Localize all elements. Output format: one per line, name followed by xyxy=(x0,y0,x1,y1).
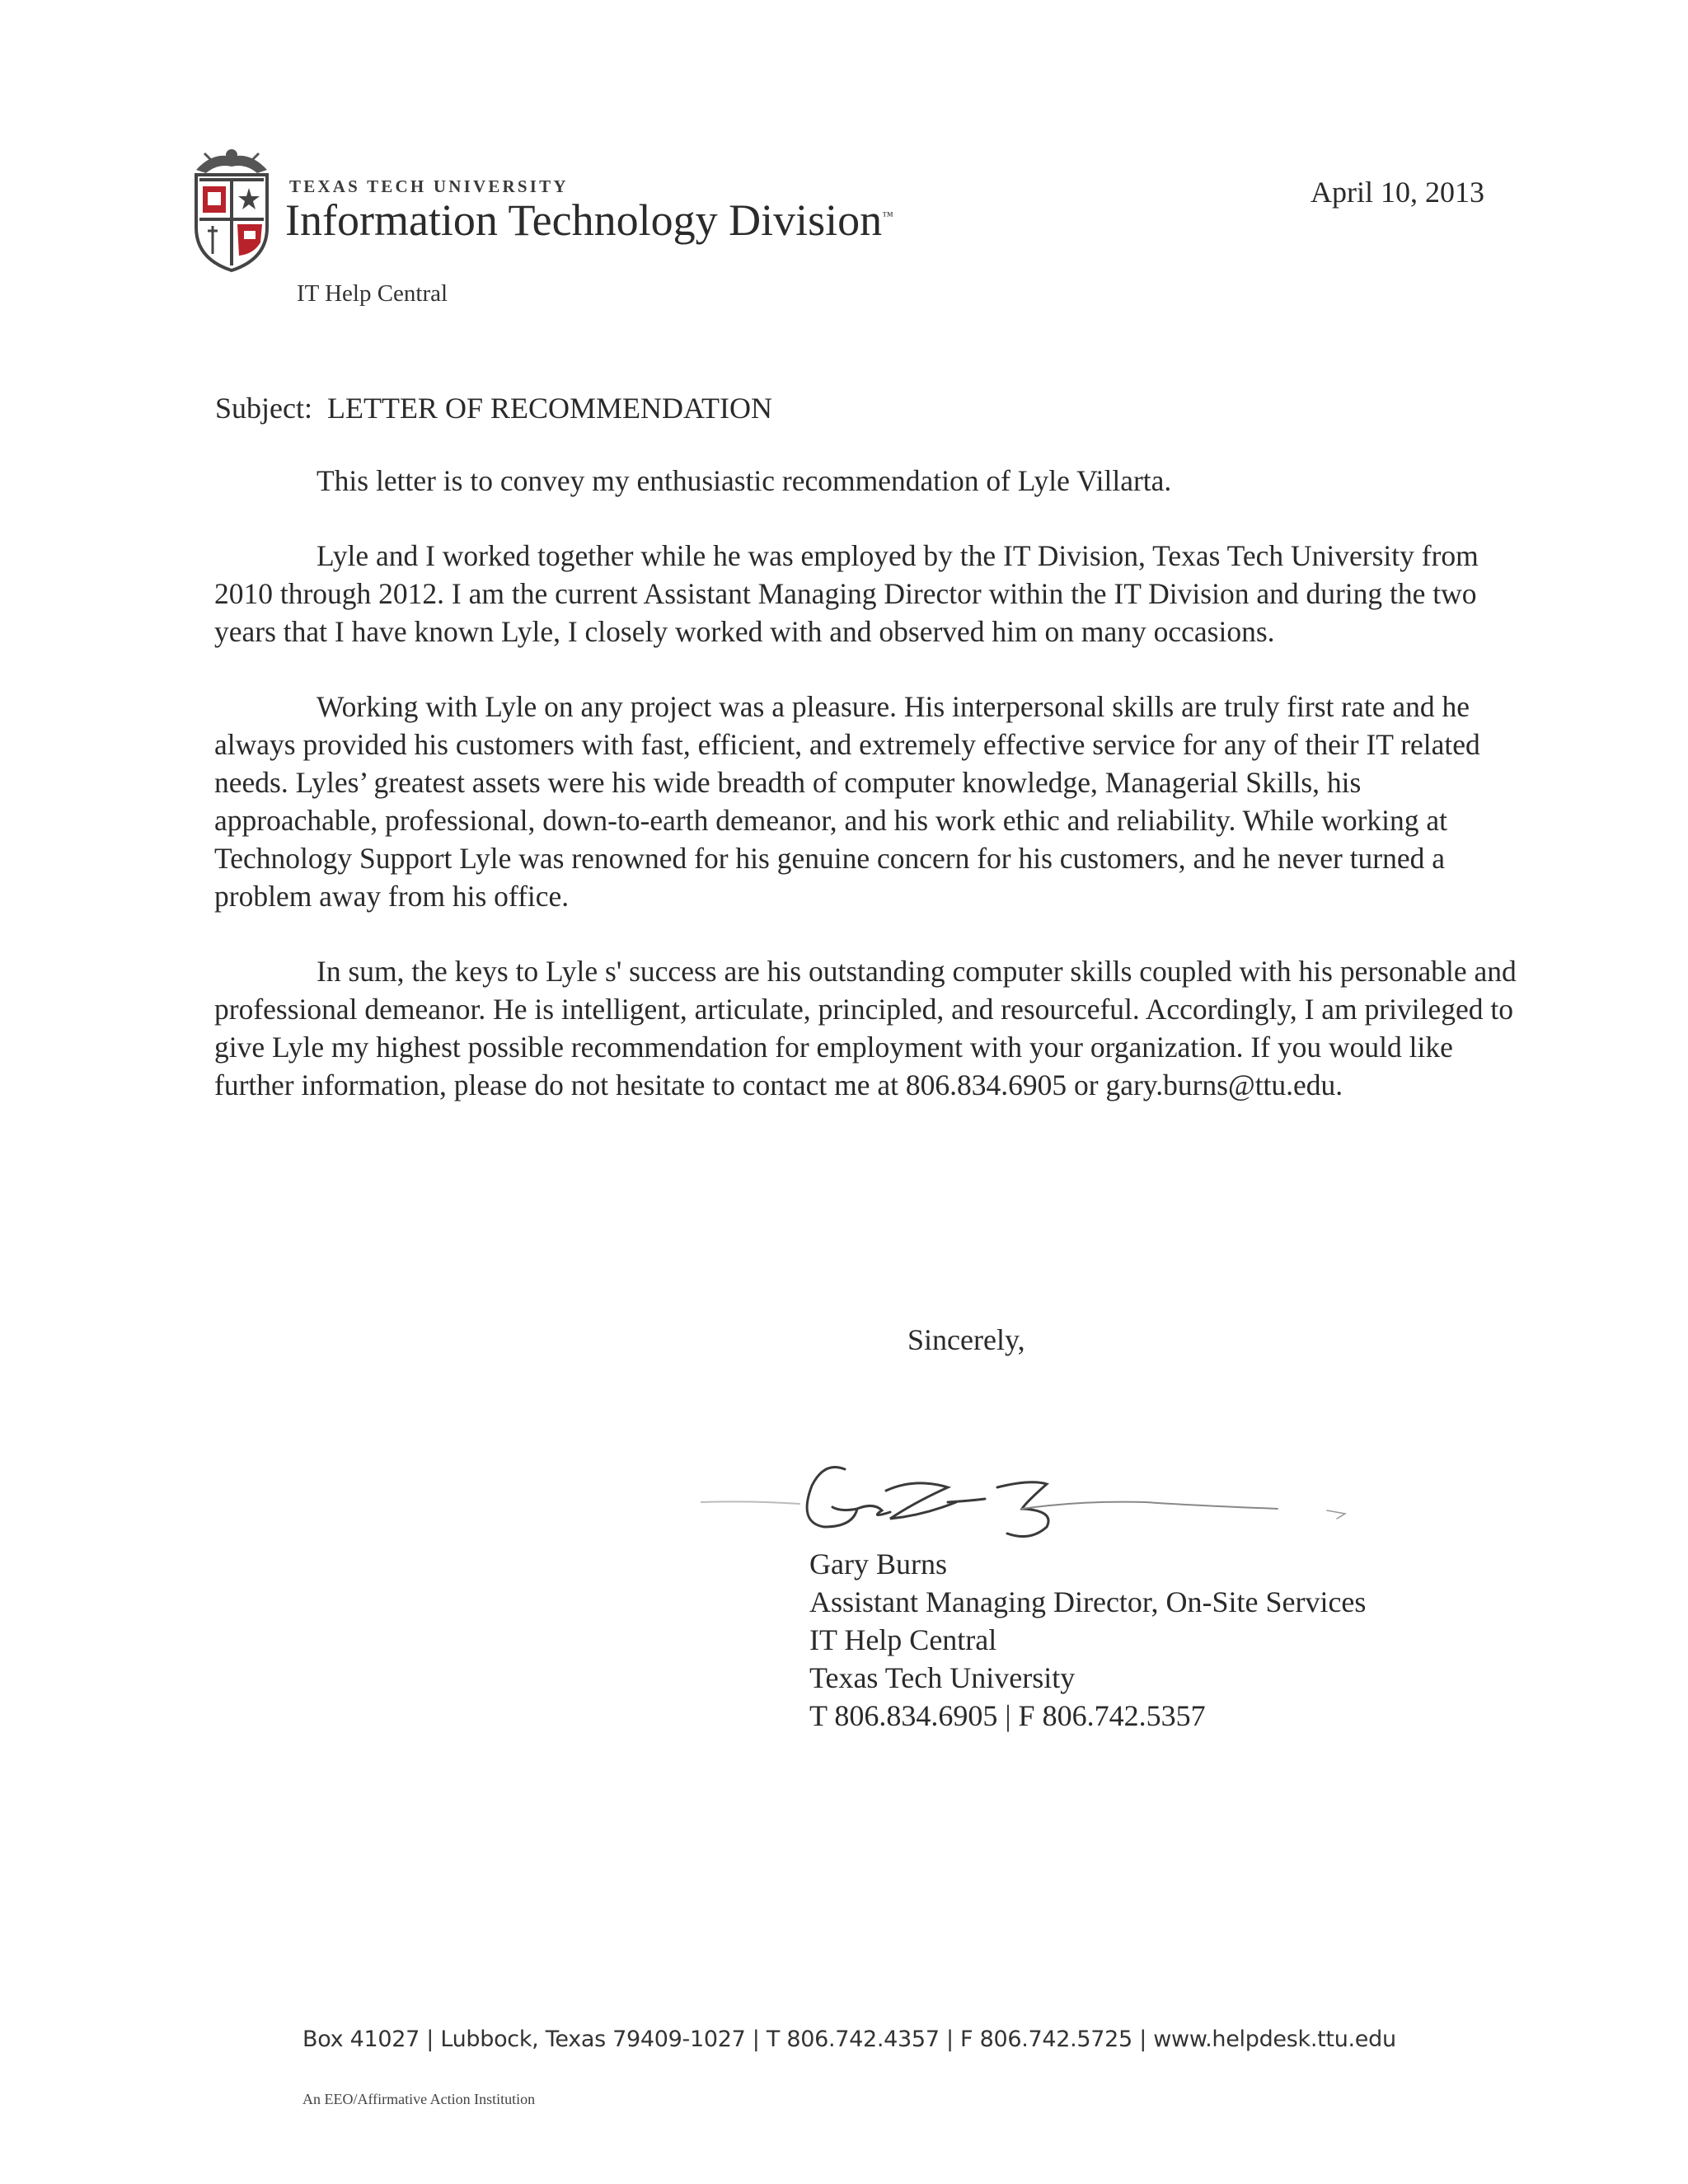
division-name xyxy=(285,195,893,245)
department-name: IT Help Central xyxy=(297,280,448,307)
signer-department: IT Help Central xyxy=(809,1623,997,1656)
letter-body xyxy=(214,462,1517,1141)
paragraph: Working with Lyle on any project was a pleasure. His interpersonal skills are truly first rate and he always provided his customers with fast, efficient, and extremely effective service for any of their IT related needs. Lyles’ greatest assets were his wide breadth of computer knowledge, Managerial Skills, his approachable, professional, down-to-earth demeanor, and his work ethic and reliability. While working at Technology Support Lyle was renowned for his genuine concern for his customers, and he never turned a problem away from his office. xyxy=(214,690,1480,913)
division-name-text: Information Technology Division xyxy=(285,195,883,245)
subject-text: LETTER OF RECOMMENDATION xyxy=(326,392,772,425)
letter-date: April 10, 2013 xyxy=(1311,176,1484,209)
paragraph: Lyle and I worked together while he was employed by the IT Division, Texas Tech University from 2010 through 2012. I am the current Assistant Managing Director within the IT Division and during the two years that I have known Lyle, I closely worked with and observed him on many occasions. xyxy=(214,539,1479,648)
paragraph: This letter is to convey my enthusiastic recommendation of Lyle Villarta. xyxy=(316,464,1172,497)
subject-line xyxy=(215,391,772,425)
texas-tech-shield-logo-icon xyxy=(188,145,275,274)
paragraph: In sum, the keys to Lyle s' success are his outstanding computer skills coupled with his personable and professional demeanor. He is intelligent, articulate, principled, and resourceful. Accordingly, I am privileged to give Lyle my highest possible recommendation for employment with your organization. If you would like further information, please do not hesitate to contact me at 806.834.6905 or gary.burns@ttu.edu. xyxy=(214,955,1517,1101)
signer-title: Assistant Managing Director, On-Site Services xyxy=(809,1585,1367,1618)
university-name: TEXAS TECH UNIVERSITY xyxy=(289,176,569,196)
trademark-symbol: ™ xyxy=(882,210,893,223)
signature-block xyxy=(809,1545,1366,1735)
closing: Sincerely, xyxy=(907,1323,1025,1356)
signer-phones: T 806.834.6905 | F 806.742.5357 xyxy=(809,1699,1206,1732)
signer-institution: Texas Tech University xyxy=(809,1661,1076,1694)
footer-eeo-statement: An EEO/Affirmative Action Institution xyxy=(302,2091,536,2107)
footer-address: Box 41027 | Lubbock, Texas 79409-1027 | T 806.742.4357 | F 806.742.5725 | www.helpdesk.ttu.edu xyxy=(302,2027,1396,2052)
subject-label: Subject: xyxy=(215,392,312,425)
signer-name: Gary Burns xyxy=(809,1548,947,1580)
